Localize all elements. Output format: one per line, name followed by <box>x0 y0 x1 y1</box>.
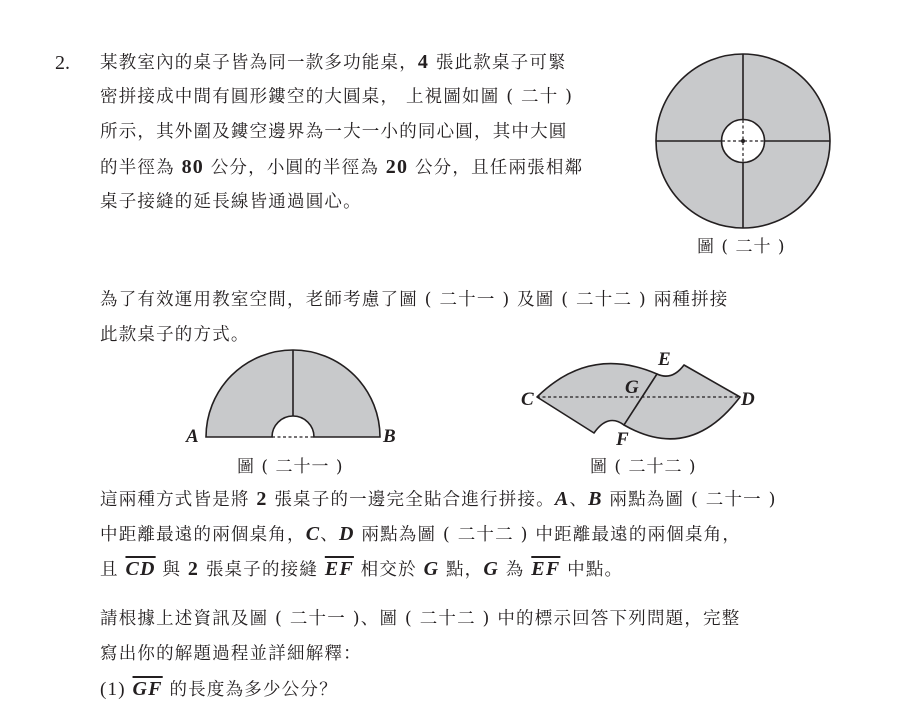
segment-cd: $\overline{CD}$ <box>125 558 156 580</box>
sub-question-1: (1) $\overline{GF}$ 的長度為多少公分？ <box>100 678 338 700</box>
label-d: D <box>741 389 755 410</box>
figure-22-caption: 圖 ( 二十二 ) <box>590 457 697 477</box>
figure-21-half-ring <box>180 345 410 445</box>
label-f: F <box>616 429 629 450</box>
label-a: A <box>186 426 199 445</box>
intro-line-4: 的半徑為 80 公分，小圓的半徑為 20 公分，且任兩張相鄰 <box>100 156 584 178</box>
intro-line-1: 某教室內的桌子皆為同一款多功能桌，4 張此款桌子可緊 <box>100 51 567 73</box>
question-intro <box>100 45 583 220</box>
label-b: B <box>383 426 396 445</box>
label-c: C <box>521 389 534 410</box>
small-radius-value: 20 <box>385 156 409 178</box>
segment-ef: $\overline{EF}$ <box>531 558 561 580</box>
label-e: E <box>658 349 671 370</box>
big-radius-value: 80 <box>181 156 204 178</box>
number-four: 4 <box>417 51 430 73</box>
figure-20-caption: 圖 ( 二十 ) <box>697 237 786 257</box>
paragraph-methods: 為了有效運用教室空間，老師考慮了圖 ( 二十一 ) 及圖 ( 二十二 ) 兩種拼接 此款桌子的方式。 <box>100 290 729 345</box>
segment-ef: $\overline{EF}$ <box>324 558 354 580</box>
figure-21-caption: 圖 ( 二十一 ) <box>237 457 344 477</box>
paragraph-instructions: 請根據上述資訊及圖 ( 二十一 )、圖 ( 二十二 ) 中的標示回答下列問題，完整 寫出你的解題過程並詳細解釋： (1) $\overline{GF}$ 的長度為多少公分？ <box>100 602 740 707</box>
figure-22-s-shape <box>510 345 770 450</box>
figure-20-round-table <box>654 52 832 230</box>
intro-line-2: 密拼接成中間有圓形鏤空的大圓桌， 上視圖如圖 ( 二十 ) <box>100 87 574 107</box>
segment-gf: $\overline{GF}$ <box>132 678 163 700</box>
question-number: 2. <box>55 52 70 74</box>
label-g: G <box>625 377 639 398</box>
intro-line-5: 桌子接縫的延長線皆通過圓心。 <box>100 192 362 212</box>
intro-line-3: 所示，其外圍及鏤空邊界為一大一小的同心圓，其中大圓 <box>100 122 568 142</box>
paragraph-definitions: 這兩種方式皆是將 2 張桌子的一邊完全貼合進行拼接。A、B 兩點為圖 ( 二十一 ) 中距離最遠的兩個桌角，C、D 兩點為圖 ( 二十二 ) 中距離最遠的兩個桌角， 且 $\overline{CD}$ 與 2 張桌子的接縫 $\overline{EF}$ 相交於 G 點，G 為 $\overline{EF}$ 中點。 <box>100 488 777 580</box>
